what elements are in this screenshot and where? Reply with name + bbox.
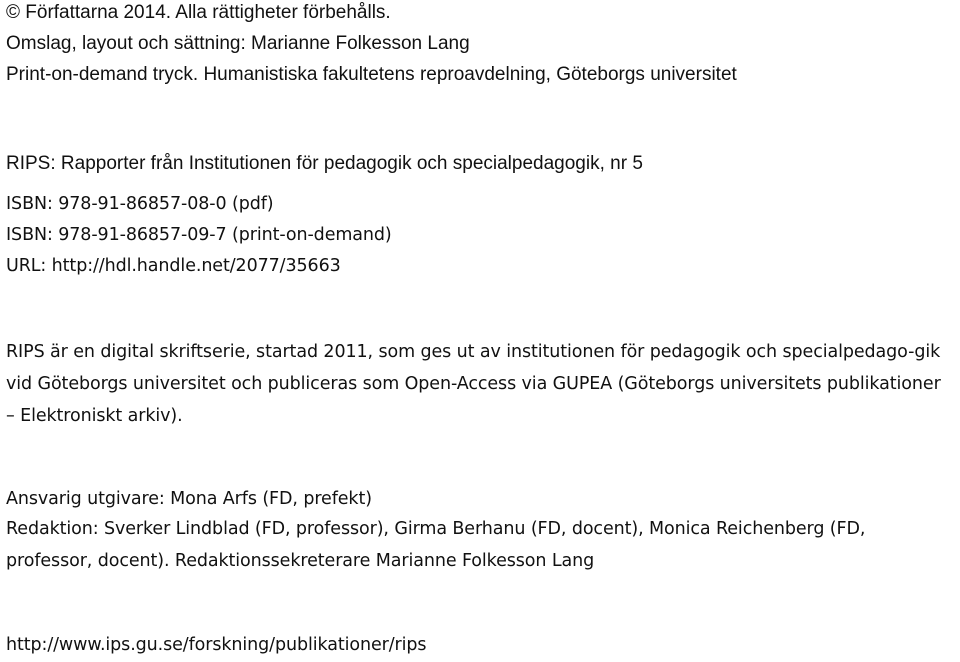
layout-credit-line: Omslag, layout och sättning: Marianne Folkesson Lang (6, 33, 470, 54)
print-credit-line: Print-on-demand tryck. Humanistiska fakultetens reproavdelning, Göteborgs universitet (6, 64, 737, 85)
website-link[interactable]: http://www.ips.gu.se/forskning/publikationer/rips (6, 635, 427, 655)
isbn-pdf: ISBN: 978-91-86857-08-0 (pdf) (6, 194, 274, 214)
series-website-link[interactable] (6, 637, 426, 655)
series-description: RIPS är en digital skriftserie, startad 2011, som ges ut av institutionen för pedagogik och specialpedago-gik vid Göteborgs universitet och publiceras som Open-Access via GUPEA (Göteborgs universitets publikationer – Elektroniskt arkiv). (6, 342, 941, 426)
editorial-board: Redaktion: Sverker Lindblad (FD, professor), Girma Berhanu (FD, docent), Monica Reichenberg (FD, professor, docent). Redaktionssekreterare Marianne Folkesson Lang (6, 519, 866, 571)
copyright-line: © Författarna 2014. Alla rättigheter förbehålls. (6, 2, 391, 23)
series-line: RIPS: Rapporter från Institutionen för pedagogik och specialpedagogik, nr 5 (6, 153, 643, 174)
isbn-print: ISBN: 978-91-86857-09-7 (print-on-demand) (6, 225, 392, 245)
handle-url[interactable]: URL: http://hdl.handle.net/2077/35663 (6, 256, 341, 276)
responsible-publisher: Ansvarig utgivare: Mona Arfs (FD, prefekt) (6, 489, 372, 509)
